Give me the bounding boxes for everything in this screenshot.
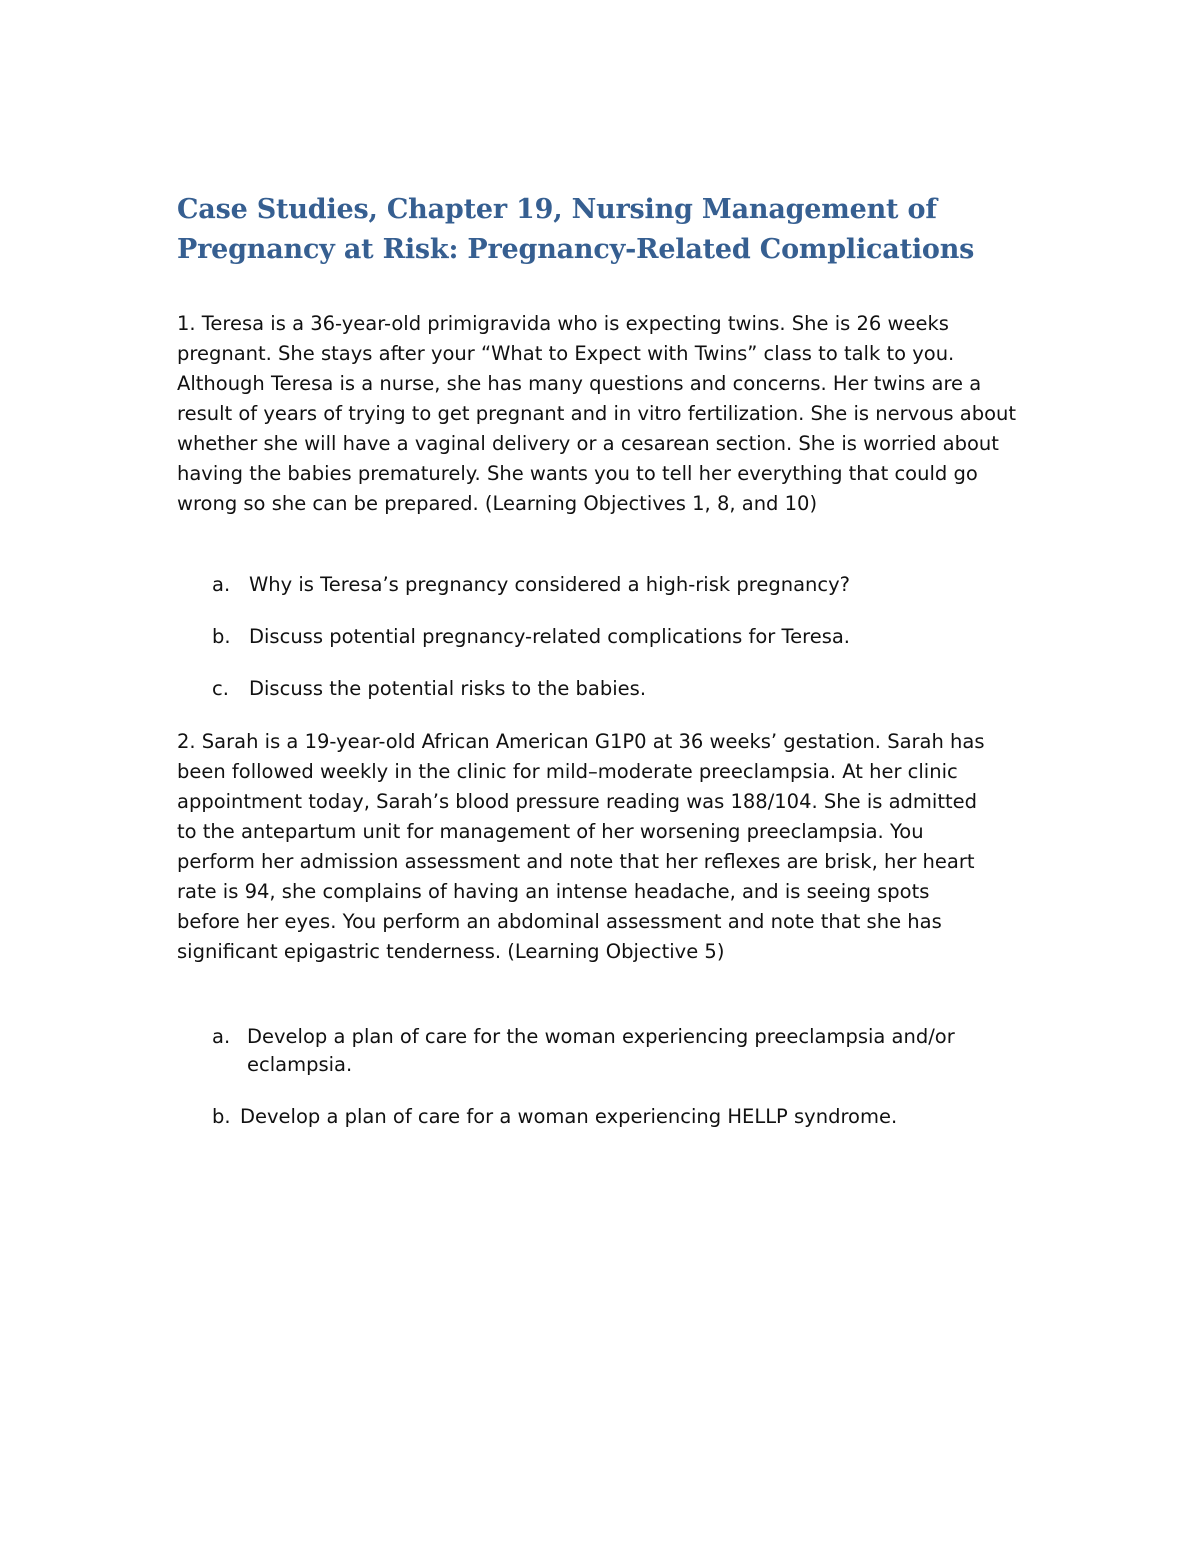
- list-item-text: Why is Teresa’s pregnancy considered a high-risk pregnancy?: [249, 573, 850, 596]
- case-study-1-item-c: [212, 675, 646, 703]
- case-study-1-text: 1. Teresa is a 36-year-old primigravida who is expecting twins. She is 26 weeks pregnant. She stays after your “What to Expect with Twins” class to talk to you. Although Teresa is a nurse, she has many questions and concerns. Her twins are a result of years of trying to get pregnant and in vitro fertilization. She is nervous about whether she will have a vaginal delivery or a cesarean section. She is worried about having the babies prematurely. She wants you to tell her everything that could go wrong so she can be prepared. (Learning Objectives 1, 8, and 10): [177, 312, 1017, 515]
- list-marker: c.: [212, 677, 229, 700]
- case-study-2-item-b: [212, 1103, 1032, 1131]
- list-item-text: Discuss the potential risks to the babies.: [249, 677, 647, 700]
- list-marker: b.: [212, 625, 231, 648]
- list-item-text: Discuss potential pregnancy-related complications for Teresa.: [249, 625, 851, 648]
- case-study-1-item-b: [212, 623, 850, 651]
- list-marker: a.: [212, 1025, 231, 1048]
- list-marker: a.: [212, 573, 231, 596]
- document-title: Case Studies, Chapter 19, Nursing Management of Pregnancy at Risk: Pregnancy-Related Complications: [177, 194, 975, 265]
- list-item-text: Develop a plan of care for a woman experiencing HELLP syndrome.: [240, 1105, 898, 1128]
- case-study-2-item-a: [212, 1023, 992, 1079]
- list-marker: b.: [212, 1105, 231, 1128]
- case-study-2-text: 2. Sarah is a 19-year-old African American G1P0 at 36 weeks’ gestation. Sarah has been followed weekly in the clinic for mild–moderate preeclampsia. At her clinic appointment today, Sarah’s blood pressure reading was 188/104. She is admitted to the antepartum unit for management of her worsening preeclampsia. You perform her admission assessment and note that her reflexes are brisk, her heart rate is 94, she complains of having an intense headache, and is seeing spots before her eyes. You perform an abdominal assessment and note that she has significant epigastric tenderness. (Learning Objective 5): [177, 730, 985, 963]
- list-item-text: Develop a plan of care for the woman experiencing preeclampsia and/or eclampsia.: [247, 1025, 955, 1076]
- case-study-1-item-a: [212, 571, 850, 599]
